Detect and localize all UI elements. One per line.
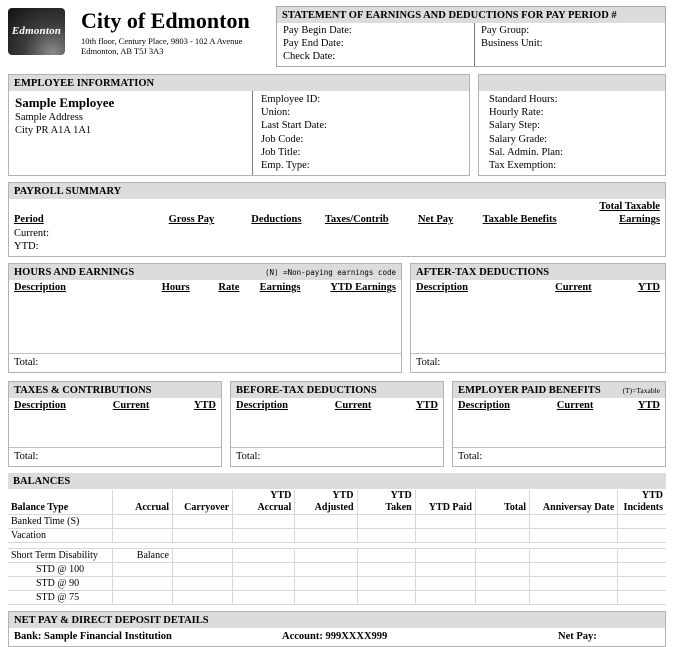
taxes-benefits-row (8, 381, 666, 467)
before-tax-empty-area (231, 413, 443, 447)
edmonton-logo-text: Edmonton (11, 25, 62, 37)
statement-left-column (277, 23, 475, 66)
employee-pay-labels (479, 91, 665, 175)
column-header-balance-type: Balance Type (8, 490, 112, 515)
after-tax-deductions-title: AFTER-TAX DEDUCTIONS (416, 267, 550, 279)
address-line-1: 10th floor, Century Place, 9803 - 102 A Avenue (81, 36, 243, 46)
payroll-summary-current-row: Current: (14, 228, 49, 240)
standard-hours-label: Standard Hours: (489, 94, 558, 105)
table-row-std-100 (8, 563, 666, 577)
hours-earnings-total: Total: (9, 353, 401, 372)
before-tax-total: Total: (231, 447, 443, 466)
balance-type-cell: STD @ 90 (8, 577, 112, 591)
column-header-ytd-taken: YTD Taken (357, 490, 415, 515)
balance-type-cell: Banked Time (S) (8, 515, 112, 529)
balances-table (8, 490, 666, 605)
employee-info-right-box (478, 74, 666, 176)
balance-type-cell: STD @ 75 (8, 591, 112, 605)
net-pay-title: NET PAY & DIRECT DEPOSIT DETAILS (14, 615, 209, 627)
employee-id-label: Employee ID: (261, 94, 321, 105)
emp-type-label: Emp. Type: (261, 160, 310, 172)
column-header-accrual: Accrual (112, 490, 172, 515)
payroll-summary-section (8, 182, 666, 257)
organization-address (81, 36, 276, 56)
employer-benefits-empty-area (453, 413, 665, 447)
salary-step-label: Salary Step: (489, 120, 541, 132)
table-row-short-term-disability (8, 549, 666, 563)
job-title-label: Job Title: (261, 146, 301, 158)
before-tax-deductions-title: BEFORE-TAX DEDUCTIONS (236, 385, 377, 397)
before-tax-deductions-section (230, 381, 444, 467)
statement-box (276, 6, 666, 67)
column-header-ytd-earnings: YTD Earnings (330, 282, 396, 294)
net-pay-label: Net Pay: (558, 631, 597, 643)
salary-grade-label: Salary Grade: (489, 133, 548, 145)
balances-header-row (8, 490, 666, 515)
column-header-ytd-paid: YTD Paid (415, 490, 475, 515)
balances-section (8, 473, 666, 605)
statement-right-column (475, 23, 549, 66)
balance-type-cell: Short Term Disability (8, 549, 112, 563)
hours-and-earnings-title: HOURS AND EARNINGS (14, 267, 135, 279)
hours-and-earnings-section (8, 263, 402, 373)
employee-info-right-header (479, 75, 665, 91)
hours-earnings-empty-area (9, 295, 401, 353)
payroll-summary-ytd-row: YTD: (14, 241, 39, 253)
column-header-ytd: YTD (637, 400, 660, 412)
taxes-empty-area (9, 413, 221, 447)
column-header-ytd-accrual: YTD Accrual (233, 490, 295, 515)
organization-block (81, 6, 276, 56)
check-date-label: Check Date: (283, 51, 336, 62)
column-header-period: Period (14, 214, 44, 226)
pay-end-date-label: Pay End Date: (283, 38, 344, 49)
taxes-contributions-title: TAXES & CONTRIBUTIONS (14, 385, 152, 397)
column-header-current: Current (555, 282, 592, 294)
column-header-description: Description (236, 400, 288, 412)
table-row-std-90 (8, 577, 666, 591)
top-bar (8, 6, 666, 67)
organization-name: City of Edmonton (81, 8, 250, 33)
column-header-taxable-benefits: Taxable Benefits (482, 214, 557, 226)
column-header-net-pay: Net Pay (417, 214, 454, 226)
balances-title: BALANCES (13, 476, 71, 488)
column-header-carryover: Carryover (172, 490, 232, 515)
employer-benefits-total: Total: (453, 447, 665, 466)
statement-fields (277, 23, 665, 66)
business-unit-label: Business Unit: (481, 38, 543, 49)
column-header-ytd: YTD (415, 400, 438, 412)
column-header-current: Current (556, 400, 594, 412)
earnings-deductions-row (8, 263, 666, 373)
column-header-anniversay-date: Anniversay Date (530, 490, 618, 515)
column-header-ytd: YTD (637, 282, 660, 294)
column-header-description: Description (14, 400, 66, 412)
column-header-current: Current (112, 400, 150, 412)
hourly-rate-label: Hourly Rate: (489, 107, 544, 119)
non-paying-earnings-note: (N) =Non-paying earnings code (265, 268, 396, 278)
column-header-description: Description (458, 400, 510, 412)
column-header-total: Total (475, 490, 529, 515)
column-header-description: Description (14, 282, 66, 294)
column-header-gross-pay: Gross Pay (168, 214, 215, 226)
after-tax-deductions-section (410, 263, 666, 373)
column-header-ytd-adjusted: YTD Adjusted (295, 490, 357, 515)
after-tax-empty-area (411, 295, 665, 353)
sal-admin-plan-label: Sal. Admin. Plan: (489, 146, 564, 158)
union-label: Union: (261, 107, 291, 119)
address-line-2: Edmonton, AB T5J 3A3 (81, 46, 164, 56)
column-header-rate: Rate (218, 282, 240, 294)
employee-detail-labels (252, 91, 469, 175)
table-row-vacation (8, 529, 666, 543)
bank-value: Bank: Sample Financial Institution (14, 631, 172, 643)
employee-information-title: EMPLOYEE INFORMATION (9, 75, 469, 91)
column-header-hours: Hours (161, 282, 190, 294)
column-header-description: Description (416, 282, 468, 294)
taxes-total: Total: (9, 447, 221, 466)
employee-name: Sample Employee (15, 95, 115, 110)
employer-paid-benefits-title: EMPLOYER PAID BENEFITS (458, 385, 601, 397)
balance-type-cell: STD @ 100 (8, 563, 112, 577)
balance-type-cell: Vacation (8, 529, 112, 543)
employee-info-left-box (8, 74, 470, 176)
after-tax-total: Total: (411, 353, 665, 372)
tax-exemption-label: Tax Exemption: (489, 160, 557, 172)
taxable-note: (T)=Taxable (622, 386, 660, 396)
column-header-ytd-incidents: YTD Incidents (618, 490, 666, 515)
employee-identity (9, 91, 252, 175)
employee-address-line-2: City PR A1A 1A1 (15, 125, 92, 136)
pay-begin-date-label: Pay Begin Date: (283, 25, 352, 36)
table-row-std-75 (8, 591, 666, 605)
net-pay-section (8, 611, 666, 647)
payroll-summary-title: PAYROLL SUMMARY (9, 183, 665, 199)
column-header-deductions: Deductions (251, 214, 302, 226)
payroll-summary-columns (9, 199, 665, 227)
pay-group-label: Pay Group: (481, 25, 530, 36)
employee-information-section (8, 74, 666, 176)
job-code-label: Job Code: (261, 133, 304, 145)
std-balance-cell: Balance (112, 549, 172, 563)
last-start-date-label: Last Start Date: (261, 120, 327, 132)
column-header-earnings: Earnings (259, 282, 301, 294)
taxes-contributions-section (8, 381, 222, 467)
account-value: Account: 999XXXX999 (282, 631, 388, 643)
column-header-ytd: YTD (193, 400, 216, 412)
column-header-total-taxable-earnings: Total Taxable Earnings (599, 201, 660, 226)
table-row-banked-time (8, 515, 666, 529)
column-header-current: Current (334, 400, 372, 412)
column-header-taxes-contrib: Taxes/Contrib (324, 214, 389, 226)
edmonton-logo (8, 8, 65, 55)
employer-paid-benefits-section (452, 381, 666, 467)
statement-title: STATEMENT OF EARNINGS AND DEDUCTIONS FOR PAY PERIOD # (277, 7, 665, 23)
employee-address-line-1: Sample Address (15, 112, 83, 123)
